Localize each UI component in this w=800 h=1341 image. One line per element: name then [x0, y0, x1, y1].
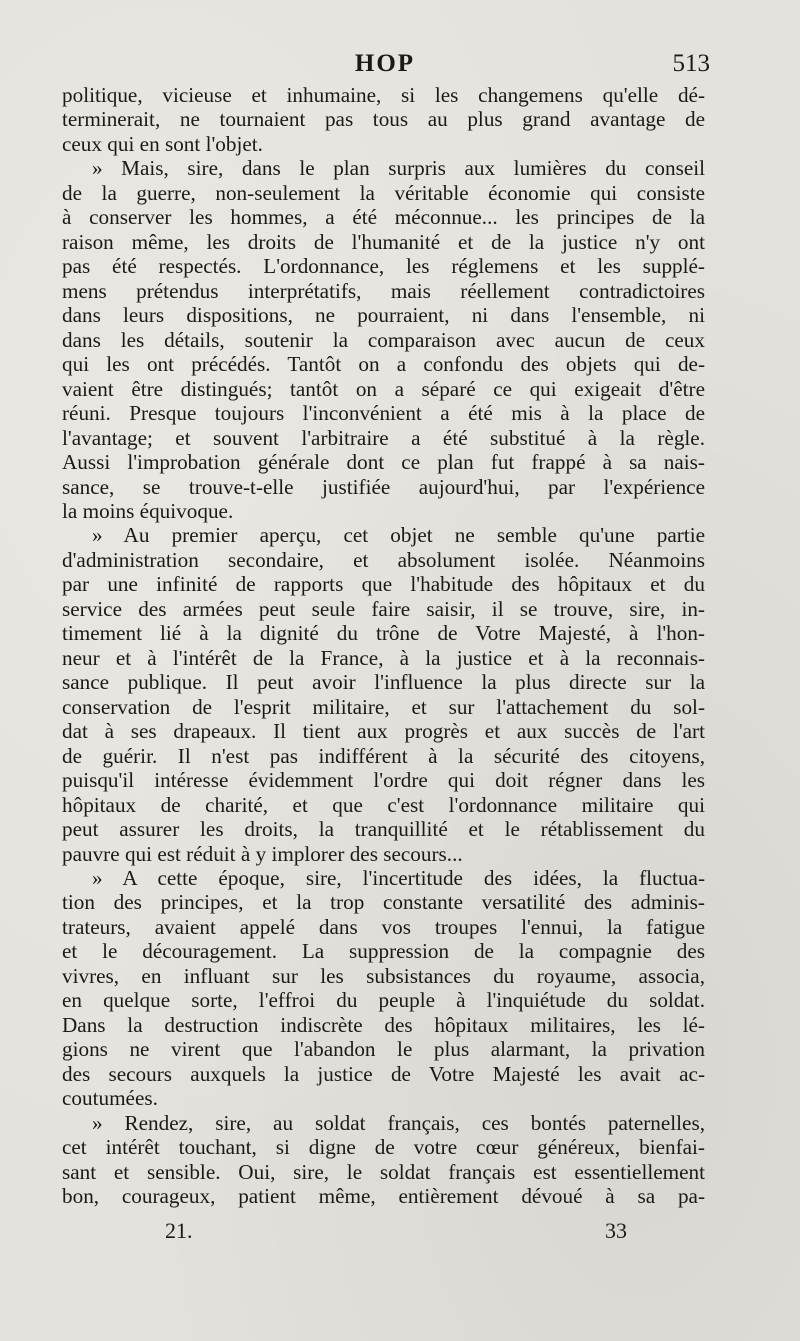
text-line: politique, vicieuse et inhumaine, si les changemens qu'elle dé- — [62, 83, 705, 107]
page-header — [60, 50, 710, 80]
text-line: neur et à l'intérêt de la France, à la justice et à la reconnais- — [62, 645, 705, 670]
sheet-number: 33 — [605, 1218, 627, 1243]
text-line: dat à ses drapeaux. Il tient aux progrès et aux succès de l'art — [62, 719, 705, 744]
text-line: et le découragement. La suppression de la compagnie des — [62, 939, 705, 964]
text-line: service des armées peut seule faire saisir, il se trouve, sire, in- — [62, 596, 705, 621]
text-line: vaient être distingués; tantôt on a séparé ce qui exigeait d'être — [62, 376, 705, 401]
text-line: bon, courageux, patient même, entièrement dévoué à sa pa- — [62, 1184, 705, 1209]
text-line: peut assurer les droits, la tranquillité et le rétablissement du — [62, 817, 705, 842]
text-line: terminerait, ne tournaient pas tous au plus grand avantage de — [62, 107, 705, 132]
text-line: » Au premier aperçu, cet objet ne semble qu'une partie — [92, 523, 705, 548]
text-line: pas été respectés. L'ordonnance, les réglemens et les supplé- — [62, 254, 705, 279]
text-line: gions ne virent que l'abandon le plus alarmant, la privation — [62, 1037, 705, 1062]
text-line: sant et sensible. Oui, sire, le soldat français est essentiellement — [62, 1159, 705, 1184]
text-line: sance publique. Il peut avoir l'influence la plus directe sur la — [62, 670, 705, 695]
text-line: dans les détails, soutenir la comparaison avec aucun de ceux — [62, 327, 705, 352]
text-line: coutumées. — [62, 1086, 158, 1111]
text-line: » Rendez, sire, au soldat français, ces bontés paternelles, — [92, 1110, 705, 1135]
text-line: tion des principes, et la trop constante versatilité des adminis- — [62, 890, 705, 915]
text-line: qui les ont précédés. Tantôt on a confondu des objets qui de- — [62, 352, 705, 377]
text-line: à conserver les hommes, a été méconnue... les principes de la — [62, 205, 705, 230]
text-line: par une infinité de rapports que l'habitude des hôpitaux et du — [62, 572, 705, 597]
text-line: en quelque sorte, l'effroi du peuple à l'inquiétude du soldat. — [62, 988, 705, 1013]
text-line: conservation de l'esprit militaire, et sur l'attachement du sol- — [62, 694, 705, 719]
text-line: raison même, les droits de l'humanité et de la justice n'y ont — [62, 229, 705, 254]
text-line: dans leurs dispositions, ne pourraient, ni dans l'ensemble, ni — [62, 303, 705, 328]
text-line: trateurs, avaient appelé dans vos troupes l'ennui, la fatigue — [62, 914, 705, 939]
text-line: sance, se trouve-t-elle justifiée aujourd'hui, par l'expérience — [62, 474, 705, 499]
text-line: mens prétendus interprétatifs, mais réellement contradictoires — [62, 278, 705, 303]
page-number: 513 — [672, 50, 710, 77]
text-line: Dans la destruction indiscrète des hôpitaux militaires, les lé- — [62, 1012, 705, 1037]
text-line: de guérir. Il n'est pas indifférent à la sécurité des citoyens, — [62, 743, 705, 768]
text-line: cet intérêt touchant, si digne de votre cœur généreux, bienfai- — [62, 1135, 705, 1160]
text-line: Aussi l'improbation générale dont ce plan fut frappé à sa nais- — [62, 450, 705, 475]
text-line: la moins équivoque. — [62, 498, 234, 523]
text-line: puisqu'il intéresse évidemment l'ordre qui doit régner dans les — [62, 768, 705, 793]
text-line: réuni. Presque toujours l'inconvénient a été mis à la place de — [62, 401, 705, 426]
text-line: de la guerre, non-seulement la véritable économie qui consiste — [62, 180, 705, 205]
running-head: HOP — [354, 50, 416, 77]
text-line: timement lié à la dignité du trône de Votre Majesté, à l'hon- — [62, 621, 705, 646]
text-line: d'administration secondaire, et absolument isolée. Néanmoins — [62, 547, 705, 572]
text-line: pauvre qui est réduit à y implorer des secours... — [62, 841, 463, 866]
signature-mark: 21. — [165, 1218, 193, 1243]
text-line: » A cette époque, sire, l'incertitude des idées, la fluctua- — [92, 866, 705, 890]
text-line: l'avantage; et souvent l'arbitraire a été substitué à la règle. — [62, 425, 705, 450]
body-text — [62, 83, 705, 1209]
text-line: hôpitaux de charité, et que c'est l'ordonnance militaire qui — [62, 792, 705, 817]
text-line: vivres, en influant sur les subsistances du royaume, associa, — [62, 963, 705, 988]
page-footer — [0, 1218, 800, 1248]
text-line: des secours auxquels la justice de Votre Majesté les avait ac- — [62, 1061, 705, 1086]
text-line: ceux qui en sont l'objet. — [62, 131, 263, 156]
text-line: » Mais, sire, dans le plan surpris aux lumières du conseil — [92, 156, 705, 181]
